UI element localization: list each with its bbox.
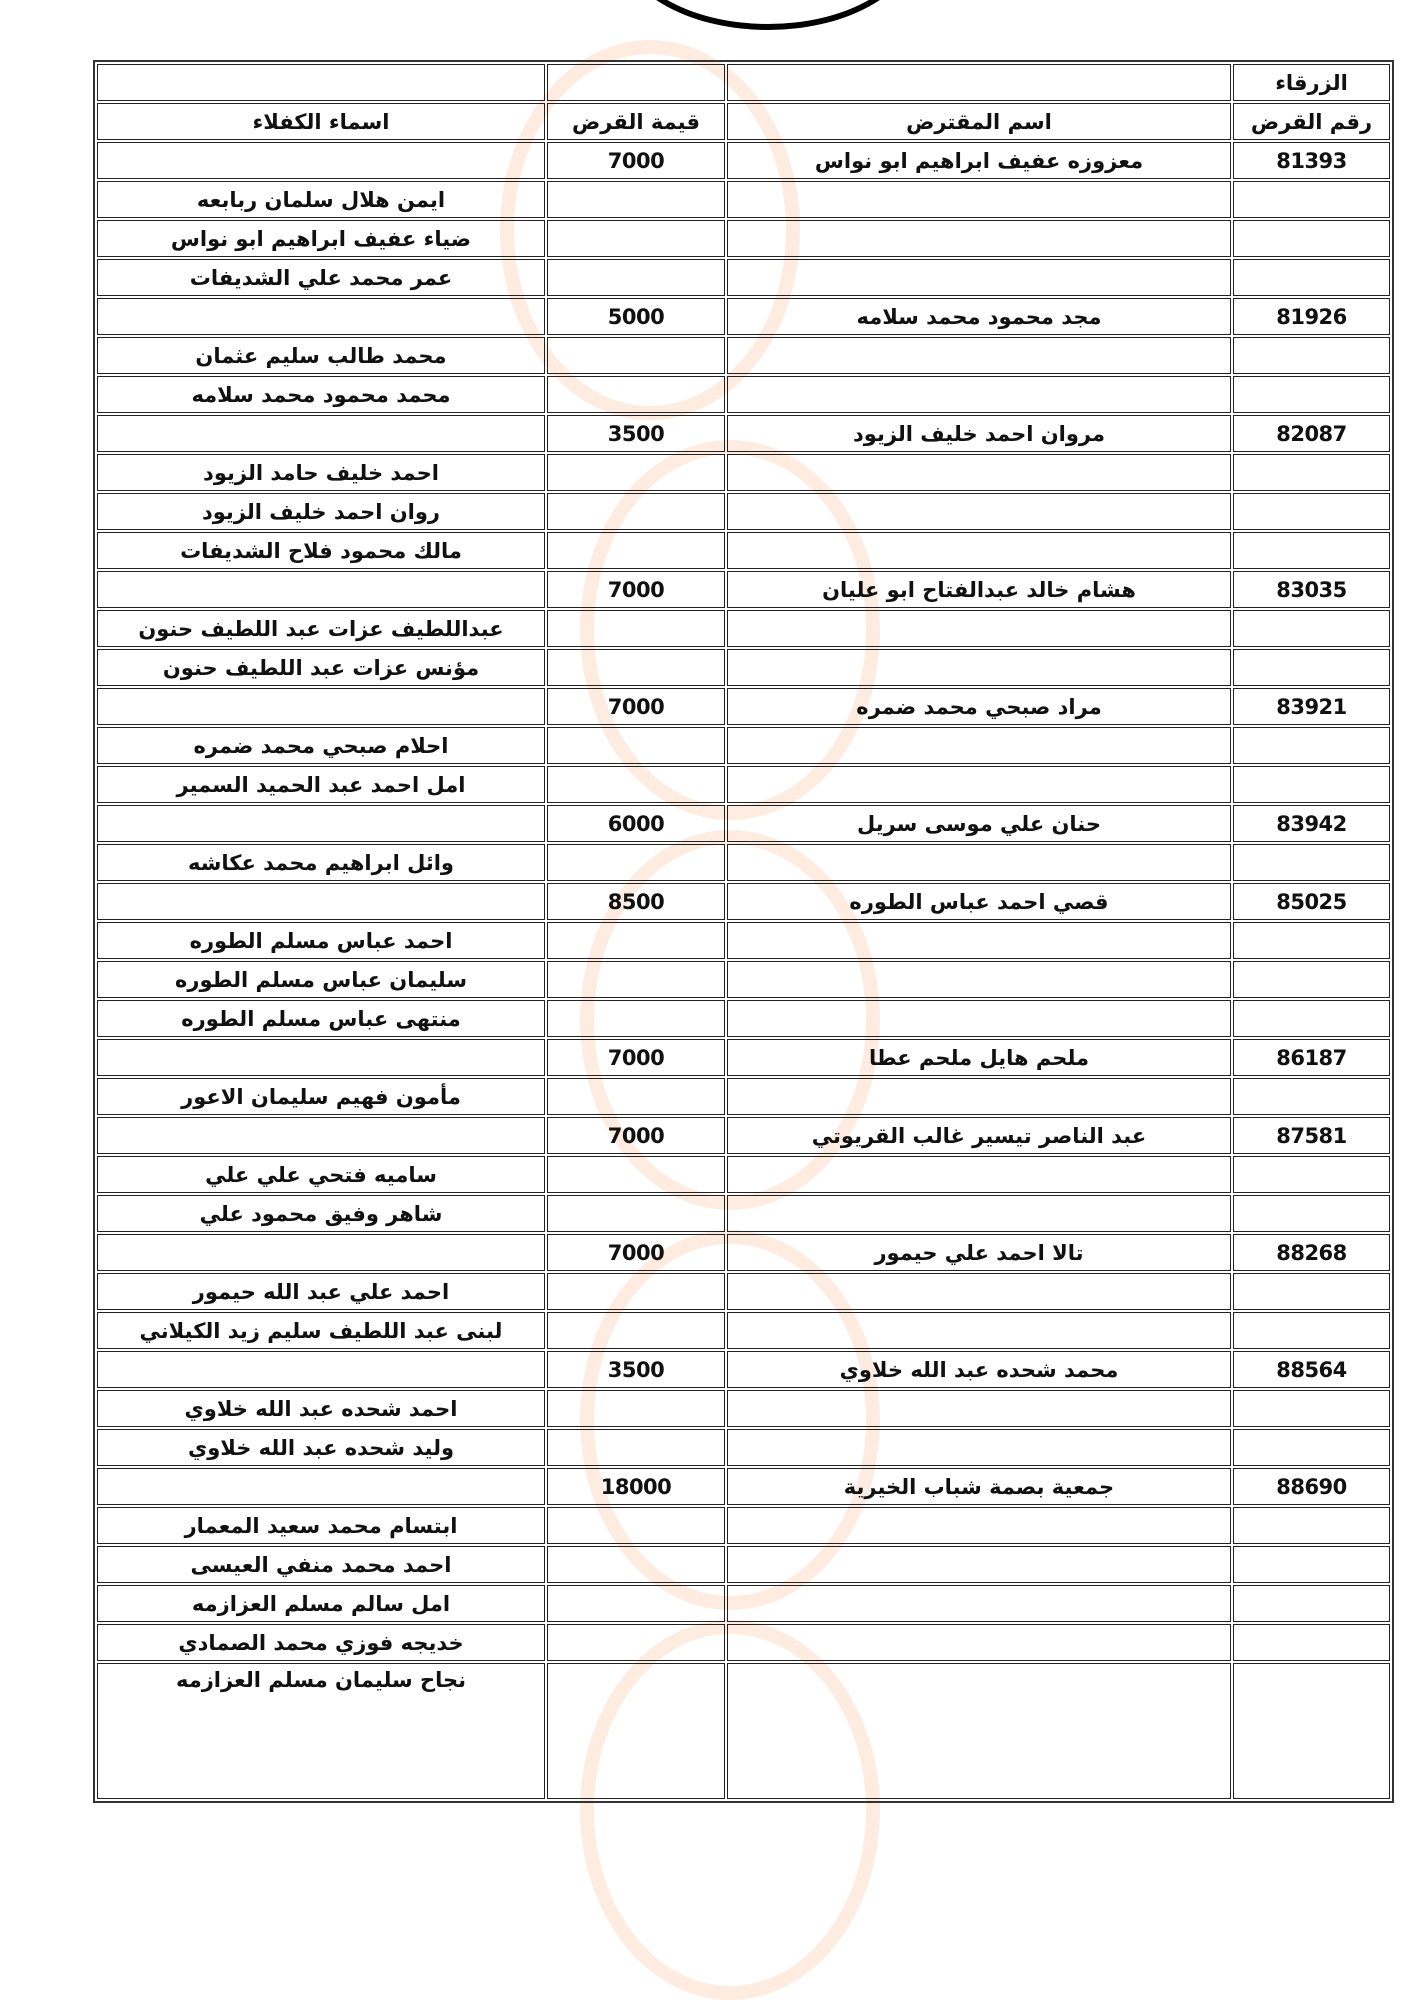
guarantor-row (97, 961, 1390, 998)
guarantor-row (97, 1156, 1390, 1193)
guarantor-row (97, 532, 1390, 569)
guarantor-name: احمد عباس مسلم الطوره (97, 922, 545, 959)
header-loan-number: رقم القرض (1233, 103, 1390, 140)
empty-cell (1233, 1156, 1390, 1193)
header-row (97, 103, 1390, 140)
guarantor-name: احمد خليف حامد الزيود (97, 454, 545, 491)
guarantor-name: مأمون فهيم سليمان الاعور (97, 1078, 545, 1115)
empty-cell (1233, 922, 1390, 959)
empty-cell (727, 1546, 1231, 1583)
empty-cell (547, 1000, 725, 1037)
guarantor-row (97, 259, 1390, 296)
guarantor-name: سليمان عباس مسلم الطوره (97, 961, 545, 998)
empty-cell (1233, 181, 1390, 218)
guarantor-name: لبنى عبد اللطيف سليم زيد الكيلاني (97, 1312, 545, 1349)
loans-table (93, 60, 1394, 1803)
empty-cell (1233, 1624, 1390, 1661)
guarantor-row (97, 610, 1390, 647)
empty-cell (1233, 454, 1390, 491)
loan-row (97, 142, 1390, 179)
borrower-name: حنان علي موسى سريل (727, 805, 1231, 842)
loan-amount: 7000 (547, 571, 725, 608)
loan-amount: 7000 (547, 688, 725, 725)
empty-cell (727, 64, 1231, 101)
guarantor-name: احمد علي عبد الله حيمور (97, 1273, 545, 1310)
borrower-name: مروان احمد خليف الزيود (727, 415, 1231, 452)
loan-row (97, 1234, 1390, 1271)
loan-row (97, 1468, 1390, 1505)
guarantor-row (97, 766, 1390, 803)
empty-cell (1233, 532, 1390, 569)
empty-cell (1233, 1429, 1390, 1466)
empty-cell (727, 1429, 1231, 1466)
empty-cell (1233, 1546, 1390, 1583)
empty-cell (547, 454, 725, 491)
guarantor-name: عبداللطيف عزات عبد اللطيف حنون (97, 610, 545, 647)
guarantor-name: احلام صبحي محمد ضمره (97, 727, 545, 764)
empty-cell (727, 1195, 1231, 1232)
region-label: الزرقاء (1233, 64, 1390, 101)
borrower-name: ملحم هايل ملحم عطا (727, 1039, 1231, 1076)
guarantor-row (97, 1663, 1390, 1799)
loan-number: 83921 (1233, 688, 1390, 725)
empty-cell (727, 649, 1231, 686)
empty-cell (97, 805, 545, 842)
empty-cell (727, 1624, 1231, 1661)
borrower-name: مراد صبحي محمد ضمره (727, 688, 1231, 725)
guarantor-row (97, 1273, 1390, 1310)
empty-cell (97, 1234, 545, 1271)
guarantor-name: عمر محمد علي الشديفات (97, 259, 545, 296)
empty-cell (547, 1156, 725, 1193)
empty-cell (547, 1429, 725, 1466)
loan-amount: 3500 (547, 415, 725, 452)
empty-cell (1233, 1312, 1390, 1349)
header-amount: قيمة القرض (547, 103, 725, 140)
empty-cell (1233, 220, 1390, 257)
loan-number: 88268 (1233, 1234, 1390, 1271)
empty-cell (727, 1156, 1231, 1193)
empty-cell (547, 1546, 725, 1583)
guarantor-name: ابتسام محمد سعيد المعمار (97, 1507, 545, 1544)
empty-cell (547, 1195, 725, 1232)
guarantor-row (97, 1429, 1390, 1466)
empty-cell (1233, 259, 1390, 296)
guarantor-name: وليد شحده عبد الله خلاوي (97, 1429, 545, 1466)
empty-cell (727, 1663, 1231, 1799)
borrower-name: جمعية بصمة شباب الخيرية (727, 1468, 1231, 1505)
empty-cell (727, 727, 1231, 764)
empty-cell (1233, 1390, 1390, 1427)
empty-cell (547, 1078, 725, 1115)
empty-cell (97, 1468, 545, 1505)
empty-cell (727, 220, 1231, 257)
empty-cell (547, 961, 725, 998)
empty-cell (547, 1507, 725, 1544)
loan-amount: 7000 (547, 1117, 725, 1154)
empty-cell (1233, 649, 1390, 686)
loan-amount: 6000 (547, 805, 725, 842)
guarantor-row (97, 1312, 1390, 1349)
guarantor-name: محمد طالب سليم عثمان (97, 337, 545, 374)
guarantor-name: شاهر وفيق محمود علي (97, 1195, 545, 1232)
guarantor-name: خديجه فوزي محمد الصمادي (97, 1624, 545, 1661)
guarantor-name: مالك محمود فلاح الشديفات (97, 532, 545, 569)
guarantor-row (97, 1585, 1390, 1622)
loan-amount: 18000 (547, 1468, 725, 1505)
empty-cell (97, 142, 545, 179)
empty-cell (1233, 961, 1390, 998)
loan-amount: 3500 (547, 1351, 725, 1388)
loan-row (97, 883, 1390, 920)
empty-cell (547, 64, 725, 101)
loan-number: 86187 (1233, 1039, 1390, 1076)
empty-cell (547, 532, 725, 569)
guarantor-name: وائل ابراهيم محمد عكاشه (97, 844, 545, 881)
guarantor-row (97, 727, 1390, 764)
empty-cell (727, 1585, 1231, 1622)
empty-cell (547, 1624, 725, 1661)
empty-cell (547, 1585, 725, 1622)
header-guarantors: اسماء الكفلاء (97, 103, 545, 140)
empty-cell (1233, 766, 1390, 803)
empty-cell (1233, 1078, 1390, 1115)
loan-row (97, 1117, 1390, 1154)
empty-cell (547, 1312, 725, 1349)
empty-cell (97, 415, 545, 452)
guarantor-row (97, 1624, 1390, 1661)
guarantor-row (97, 922, 1390, 959)
empty-cell (97, 883, 545, 920)
borrower-name: عبد الناصر تيسير غالب القريوتي (727, 1117, 1231, 1154)
empty-cell (1233, 1585, 1390, 1622)
empty-cell (97, 571, 545, 608)
guarantor-name: محمد محمود محمد سلامه (97, 376, 545, 413)
empty-cell (547, 844, 725, 881)
guarantor-name: احمد شحده عبد الله خلاوي (97, 1390, 545, 1427)
guarantor-row (97, 1546, 1390, 1583)
guarantor-row (97, 376, 1390, 413)
guarantor-name: نجاح سليمان مسلم العزازمه (97, 1663, 545, 1799)
empty-cell (97, 1351, 545, 1388)
empty-cell (1233, 1000, 1390, 1037)
guarantor-row (97, 649, 1390, 686)
borrower-name: محمد شحده عبد الله خلاوي (727, 1351, 1231, 1388)
loan-row (97, 1039, 1390, 1076)
empty-cell (727, 337, 1231, 374)
empty-cell (727, 493, 1231, 530)
loan-row (97, 571, 1390, 608)
empty-cell (97, 1039, 545, 1076)
guarantor-name: مؤنس عزات عبد اللطيف حنون (97, 649, 545, 686)
loan-row (97, 415, 1390, 452)
guarantor-row (97, 844, 1390, 881)
borrower-name: هشام خالد عبدالفتاح ابو عليان (727, 571, 1231, 608)
empty-cell (1233, 1663, 1390, 1799)
empty-cell (547, 181, 725, 218)
empty-cell (547, 922, 725, 959)
empty-cell (1233, 1195, 1390, 1232)
empty-cell (727, 181, 1231, 218)
guarantor-row (97, 1507, 1390, 1544)
loan-number: 88690 (1233, 1468, 1390, 1505)
empty-cell (727, 1390, 1231, 1427)
empty-cell (727, 922, 1231, 959)
loan-row (97, 298, 1390, 335)
empty-cell (1233, 493, 1390, 530)
loan-number: 88564 (1233, 1351, 1390, 1388)
guarantor-name: احمد محمد منفي العيسى (97, 1546, 545, 1583)
guarantor-name: ايمن هلال سلمان ربابعه (97, 181, 545, 218)
empty-cell (727, 454, 1231, 491)
empty-cell (547, 493, 725, 530)
empty-cell (547, 337, 725, 374)
loan-amount: 5000 (547, 298, 725, 335)
empty-cell (547, 259, 725, 296)
guarantor-name: امل سالم مسلم العزازمه (97, 1585, 545, 1622)
empty-cell (1233, 1507, 1390, 1544)
loan-amount: 8500 (547, 883, 725, 920)
loan-number: 81393 (1233, 142, 1390, 179)
guarantor-name: ساميه فتحي علي علي (97, 1156, 545, 1193)
empty-cell (727, 1078, 1231, 1115)
guarantor-row (97, 1390, 1390, 1427)
guarantor-row (97, 337, 1390, 374)
empty-cell (97, 64, 545, 101)
borrower-name: قصي احمد عباس الطوره (727, 883, 1231, 920)
empty-cell (727, 532, 1231, 569)
empty-cell (727, 1273, 1231, 1310)
empty-cell (727, 1312, 1231, 1349)
loan-number: 87581 (1233, 1117, 1390, 1154)
loan-number: 81926 (1233, 298, 1390, 335)
empty-cell (97, 298, 545, 335)
empty-cell (1233, 844, 1390, 881)
guarantor-row (97, 1000, 1390, 1037)
empty-cell (547, 220, 725, 257)
empty-cell (547, 1663, 725, 1799)
empty-cell (1233, 376, 1390, 413)
empty-cell (1233, 610, 1390, 647)
empty-cell (727, 259, 1231, 296)
region-row (97, 64, 1390, 101)
empty-cell (97, 1117, 545, 1154)
loan-number: 83942 (1233, 805, 1390, 842)
empty-cell (547, 1273, 725, 1310)
empty-cell (1233, 727, 1390, 764)
guarantor-name: روان احمد خليف الزيود (97, 493, 545, 530)
empty-cell (547, 727, 725, 764)
guarantor-row (97, 1195, 1390, 1232)
guarantor-name: ضياء عفيف ابراهيم ابو نواس (97, 220, 545, 257)
empty-cell (547, 376, 725, 413)
loan-amount: 7000 (547, 1234, 725, 1271)
empty-cell (727, 844, 1231, 881)
loan-amount: 7000 (547, 1039, 725, 1076)
guarantor-name: منتهى عباس مسلم الطوره (97, 1000, 545, 1037)
loan-number: 83035 (1233, 571, 1390, 608)
guarantor-name: امل احمد عبد الحميد السمير (97, 766, 545, 803)
empty-cell (547, 1390, 725, 1427)
empty-cell (727, 766, 1231, 803)
loan-number: 82087 (1233, 415, 1390, 452)
guarantor-row (97, 181, 1390, 218)
guarantor-row (97, 454, 1390, 491)
empty-cell (1233, 337, 1390, 374)
borrower-name: مجد محمود محمد سلامه (727, 298, 1231, 335)
empty-cell (97, 688, 545, 725)
empty-cell (727, 610, 1231, 647)
header-borrower: اسم المقترض (727, 103, 1231, 140)
empty-cell (1233, 1273, 1390, 1310)
empty-cell (547, 649, 725, 686)
empty-cell (547, 766, 725, 803)
guarantor-row (97, 1078, 1390, 1115)
top-logo-arc (618, 0, 918, 30)
guarantor-row (97, 220, 1390, 257)
empty-cell (727, 376, 1231, 413)
loan-row (97, 688, 1390, 725)
guarantor-row (97, 493, 1390, 530)
empty-cell (727, 961, 1231, 998)
loan-row (97, 1351, 1390, 1388)
loan-number: 85025 (1233, 883, 1390, 920)
empty-cell (727, 1507, 1231, 1544)
empty-cell (727, 1000, 1231, 1037)
loan-row (97, 805, 1390, 842)
loan-amount: 7000 (547, 142, 725, 179)
borrower-name: معزوزه عفيف ابراهيم ابو نواس (727, 142, 1231, 179)
borrower-name: تالا احمد علي حيمور (727, 1234, 1231, 1271)
empty-cell (547, 610, 725, 647)
